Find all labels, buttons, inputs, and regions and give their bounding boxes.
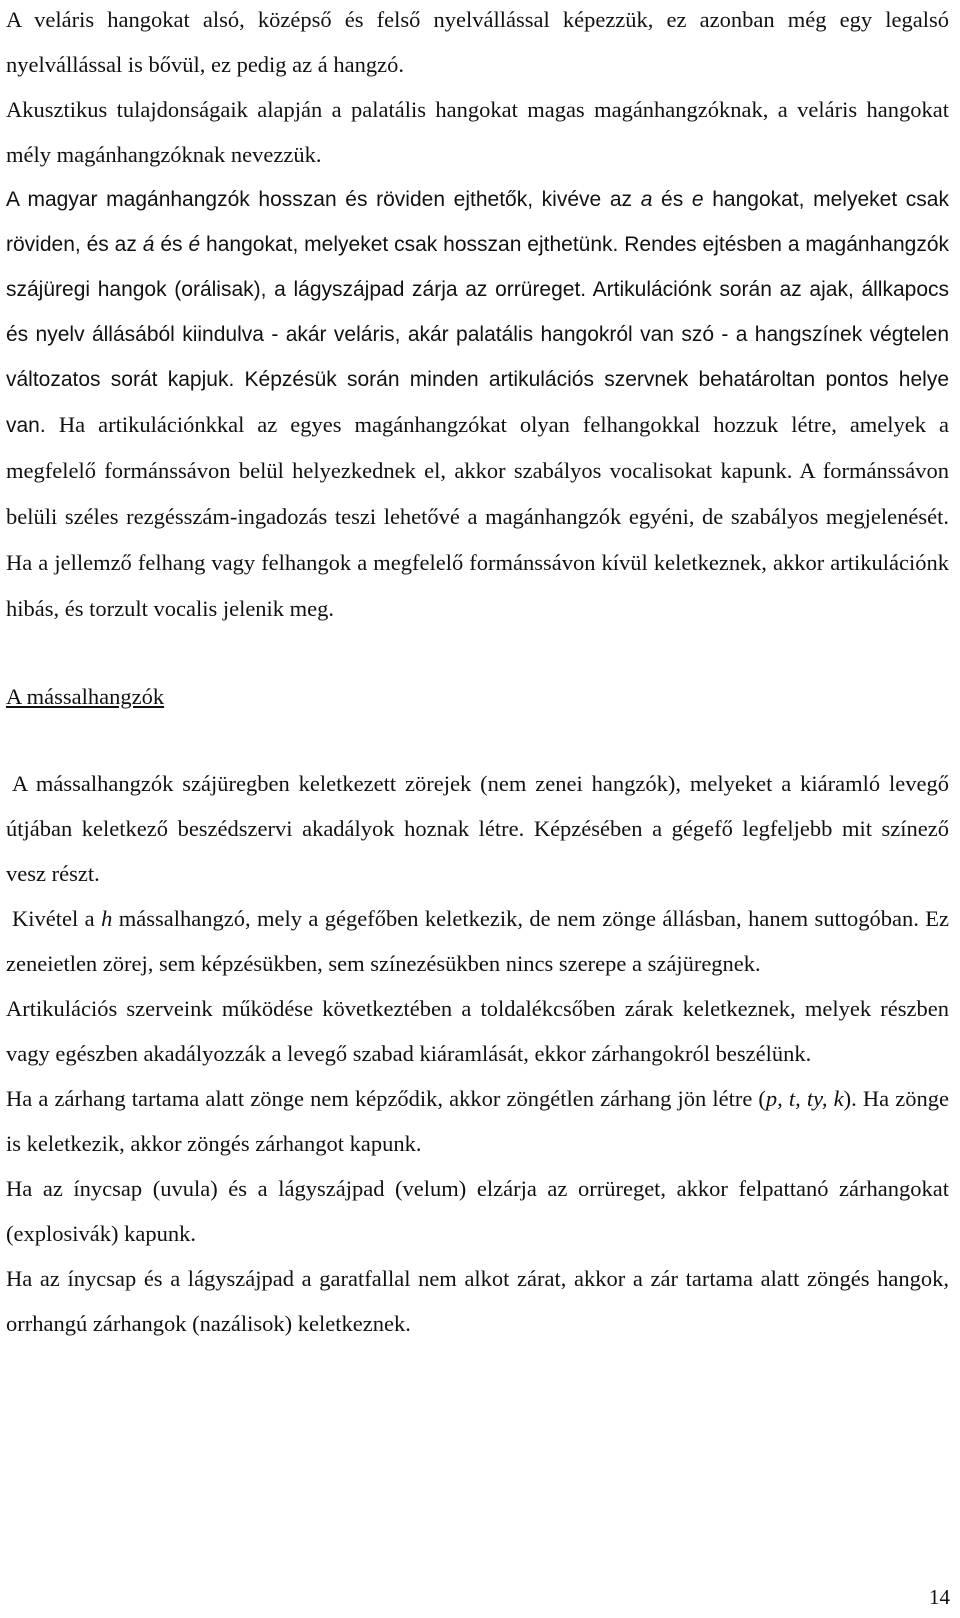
paragraph-nasals: Ha az ínycsap és a lágyszájpad a garatfallal nem alkot zárat, akkor a zár tartama alatt zöngés hangok, orrhangú zárhangok (nazálisok) keletkeznek. — [6, 1266, 949, 1336]
text-segment: és — [661, 188, 684, 211]
paragraph-vowel-length — [6, 177, 949, 632]
paragraph-acoustic-properties: Akusztikus tulajdonságaik alapján a palatális hangokat magas magánhangzóknak, a veláris hangokat mély magánhangzóknak nevezzük. — [6, 97, 949, 167]
italic-letter: a — [640, 188, 653, 211]
text-segment: Kivétel a — [12, 906, 95, 931]
text-segment: Ha a zárhang tartama alatt zönge nem képződik, akkor zöngétlen zárhang jön létre ( — [6, 1086, 766, 1111]
italic-examples: p, t, ty, k — [765, 1086, 844, 1111]
document-page — [6, 0, 949, 1346]
paragraph-consonants: A mássalhangzók szájüregben keletkezett zörejek (nem zenei hangzók), melyeket a kiáramló levegő útjában keletkező beszédszervi akadályok hoznak létre. Képzésében a gégefő legfeljebb mit színező vesz részt. — [6, 771, 949, 886]
text-segment: A magyar magánhangzók hosszan és röviden ejthetők, kivéve az — [6, 188, 633, 211]
paragraph-stop-consonants: Artikulációs szerveink működése következtében a toldalékcsőben zárak keletkeznek, melyek részben vagy egészben akadályozzák a levegő szabad kiáramlását, ekkor zárhangokról beszélünk. — [6, 996, 949, 1066]
text-segment: hangokat, melyeket csak röviden, és az — [6, 188, 949, 256]
italic-letter: é — [188, 233, 201, 256]
page-number: 14 — [929, 1585, 950, 1609]
italic-letter: e — [691, 188, 704, 211]
text-segment: Ha artikulációnkkal az egyes magánhangzókat olyan felhangokkal hozzuk létre, amelyek a megfelelő formánssávon belül helyezkednek el, akkor szabályos vocalisokat kapunk. A formánssávon belüli széles rezgésszám-ingadozás teszi lehetővé a magánhangzók egyéni, de szabályos megjelenését. Ha a jellemző felhang vagy felhangok a megfelelő formánssávon kívül keletkeznek, akkor artikulációnk hibás, és torzult vocalis jelenik meg. — [6, 412, 949, 621]
paragraph-explosives: Ha az ínycsap (uvula) és a lágyszájpad (velum) elzárja az orrüreget, akkor felpattanó zárhangokat (explosivák) kapunk. — [6, 1176, 949, 1246]
paragraph-velar-vowels: A veláris hangokat alsó, középső és felső nyelvállással képezzük, ez azonban még egy legalsó nyelvállással is bővül, ez pedig az á hangzó. — [6, 7, 949, 77]
text-segment: ). Ha zönge is keletkezik, akkor zöngés zárhangot kapunk. — [6, 1086, 950, 1156]
paragraph-h-exception — [6, 896, 949, 986]
italic-letter: h — [101, 906, 113, 931]
text-segment: hangokat, melyeket csak hosszan ejthetünk. Rendes ejtésben a magánhangzók szájüregi hangok (orálisak), a lágyszájpad zárja az orrüreget. Artikulációnk során az ajak, állkapocs és nyelv állásából kiindulva - akár veláris, akár palatális hangokról van szó - a hangszínek végtelen változatos sorát kapjuk. Képzésük során minden artikulációs szervnek behatároltan pontos helye van. — [6, 233, 949, 437]
text-segment: mássalhangzó, mely a gégefőben keletkezik, de nem zönge állásban, hanem suttogóban. Ez zeneietlen zörej, sem képzésükben, sem színezésükben nincs szerepe a szájüregnek. — [6, 906, 950, 976]
section-heading: A mássalhangzók — [6, 684, 165, 709]
text-segment: és — [160, 233, 183, 256]
paragraph-voiceless-stops — [6, 1076, 949, 1166]
italic-letter: á — [142, 233, 155, 256]
